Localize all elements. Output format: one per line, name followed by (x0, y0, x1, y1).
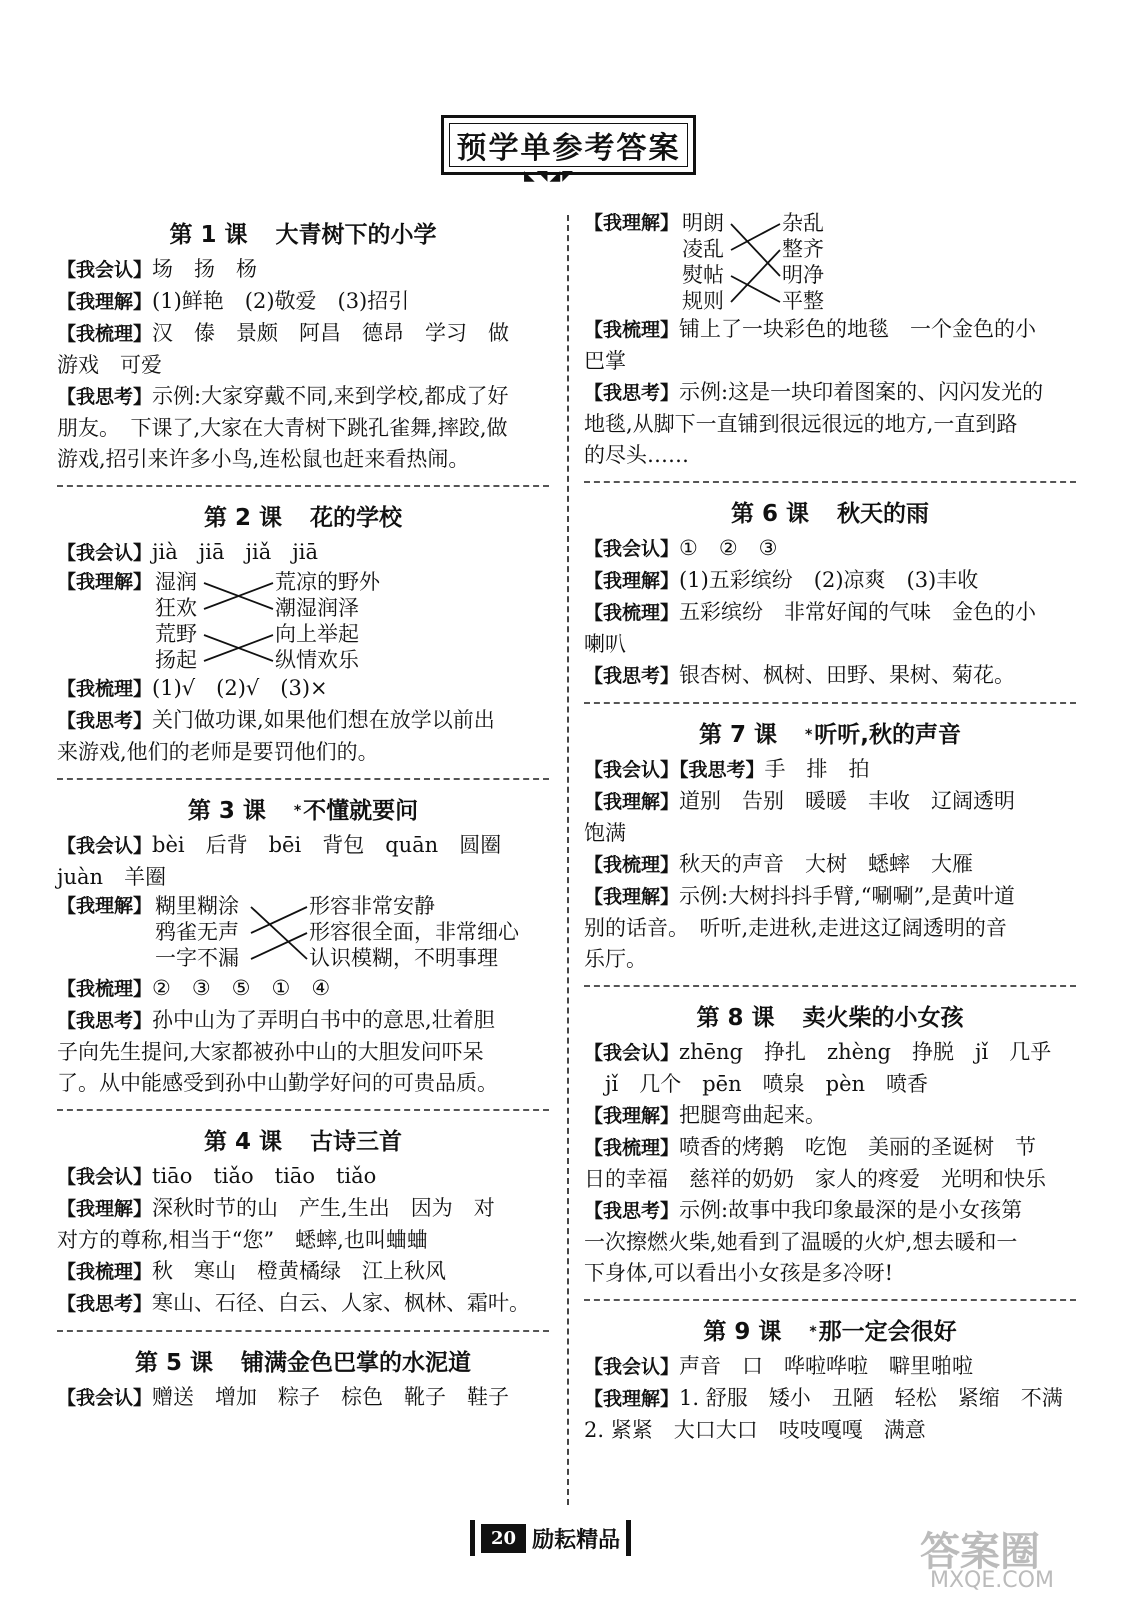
answer-text: 示例:这是一块印着图案的、闪闪发光的 (679, 380, 1044, 404)
footer-bar (470, 1520, 475, 1556)
section-tag: 【我会认】 (584, 538, 680, 560)
answer-line (57, 830, 549, 862)
answer-text: 下身体,可以看出小女孩是多冷呀! (584, 1261, 894, 1285)
answer-line (57, 1288, 549, 1320)
answer-text: 喷香的烤鹅 吃饱 美丽的圣诞树 节 (679, 1135, 1037, 1159)
answer-text: 银杏树、枫树、田野、果树、菊花。 (679, 663, 1016, 687)
lesson-number: 第 9 课 (703, 1319, 782, 1345)
answer-line (584, 786, 1076, 818)
title-decoration: ◣◥◢◤ (524, 168, 576, 184)
match-left-word: 荒野 (155, 622, 197, 646)
answer-line (584, 1132, 1076, 1164)
section-tag: 【我理解】 (584, 570, 680, 592)
match-lines (57, 569, 549, 673)
page-title-box (441, 115, 696, 175)
answer-line (584, 314, 1076, 346)
match-right-word: 认识模糊，不明事理 (309, 946, 498, 970)
match-left-word: 规则 (682, 289, 724, 313)
answer-text: 秋 寒山 橙黄橘绿 江上秋风 (152, 1259, 447, 1283)
lesson-name: 秋天的雨 (837, 501, 930, 527)
lesson-5-continued (584, 210, 1076, 471)
section-tag: 【我理解】 (584, 1388, 680, 1410)
answer-line (584, 565, 1076, 597)
answer-text: 寒山、石径、白云、人家、枫林、霜叶。 (152, 1291, 531, 1315)
section-tag: 【我思考】 (57, 1293, 153, 1315)
section-tag: 【我会认】 (57, 542, 153, 564)
section-separator (584, 1299, 1076, 1301)
answer-text: 秋天的声音 大树 蟋蟀 大雁 (679, 852, 974, 876)
answer-text: juàn 羊圈 (57, 865, 167, 889)
answer-line (57, 350, 549, 381)
answer-line (584, 1383, 1076, 1415)
answer-text: (1)五彩缤纷 (2)凉爽 (3)丰收 (679, 568, 979, 592)
answer-line (57, 1068, 549, 1099)
answer-text: 来游戏,他们的老师是要罚他们的。 (57, 740, 379, 764)
match-lines (584, 210, 1076, 314)
answer-line (584, 1351, 1076, 1383)
answer-text: 把腿弯曲起来。 (679, 1103, 827, 1127)
answer-text: 一次擦燃火柴,她看到了温暖的火炉,想去暖和一 (584, 1230, 1018, 1254)
section-tag: 【我思考】 (57, 710, 153, 732)
answer-text: 关门做功课,如果他们想在放学以前出 (152, 708, 495, 732)
section-tag: 【我理解】 (584, 791, 680, 813)
section-tag: 【我会认】 (57, 259, 153, 281)
answer-line (584, 1069, 1076, 1100)
answer-line (584, 409, 1076, 440)
lesson-4-body (57, 1161, 549, 1320)
section-tag: 【我理解】 (57, 1198, 153, 1220)
section-tag: 【我理解】 (584, 212, 680, 234)
page-title: 预学单参考答案 (449, 123, 688, 167)
answer-line (584, 597, 1076, 629)
answer-text: 喇叭 (584, 632, 626, 656)
match-line (731, 276, 780, 302)
section-tag: 【我理解】 (584, 1105, 680, 1127)
answer-line (584, 377, 1076, 409)
answer-text: (1)鲜艳 (2)敬爱 (3)招引 (152, 289, 410, 313)
page-number: 20 (481, 1524, 526, 1553)
section-separator (57, 1330, 549, 1332)
match-right-word: 形容非常安静 (309, 894, 435, 918)
watermark-url: MXQE.COM (930, 1568, 1054, 1593)
right-column (584, 210, 1076, 1446)
lesson-7-body (584, 754, 1076, 975)
answer-text: jià jiā jiǎ jiā (152, 540, 319, 564)
left-column (57, 210, 549, 1414)
star-mark: * (804, 727, 813, 743)
answer-line (57, 862, 549, 893)
answer-text: 赠送 增加 粽子 棕色 靴子 鞋子 (152, 1385, 510, 1409)
answer-text: bèi 后背 bēi 背包 quān 圆圈 (152, 833, 502, 857)
section-separator (57, 778, 549, 780)
lesson-3-body (57, 830, 549, 1099)
match-lines (57, 893, 549, 973)
answer-line (584, 1037, 1076, 1069)
answer-text: 五彩缤纷 非常好闻的气味 金色的小 (679, 600, 1037, 624)
match-left-word: 鸦雀无声 (155, 920, 239, 944)
match-left-word: 糊里糊涂 (155, 894, 239, 918)
lesson-number: 第 8 课 (696, 1005, 775, 1031)
section-tag: 【我理解】 (584, 886, 680, 908)
answer-text: 别的话音。 听听,走进秋,走进这辽阔透明的音 (584, 916, 1007, 940)
section-tag: 【我梳理】 (584, 319, 680, 341)
answer-line (57, 381, 549, 413)
section-tag: 【我会认】 (57, 835, 153, 857)
answer-text: (1)√ (2)√ (3)× (152, 676, 328, 700)
match-left-word: 凌乱 (682, 237, 724, 261)
section-tag: 【我理解】 (57, 895, 153, 917)
match-line (251, 933, 307, 959)
lesson-name: 铺满金色巴掌的水泥道 (241, 1350, 472, 1376)
lesson-2-title (57, 501, 549, 535)
watermark-logo: 答案圈 (920, 1529, 1040, 1575)
section-tag: 【我会认】 (57, 1387, 153, 1409)
answer-line (57, 537, 549, 569)
section-tag: 【我梳理】 (57, 323, 153, 345)
section-separator (584, 702, 1076, 704)
answer-text: 手 排 拍 (764, 757, 870, 781)
lesson-number: 第 3 课 (187, 798, 266, 824)
match-left-word: 明朗 (682, 211, 724, 235)
answer-line (584, 1415, 1076, 1446)
answer-text: 示例:大树抖抖手臂,“唰唰”,是黄叶道 (679, 884, 1015, 908)
match-line (731, 224, 780, 250)
match-line (731, 224, 780, 276)
match-right-word: 杂乱 (782, 211, 824, 235)
answer-line (584, 818, 1076, 849)
answer-line (57, 254, 549, 286)
lesson-number: 第 1 课 (169, 222, 248, 248)
section-tag: 【我思考】 (584, 665, 680, 687)
answer-line (57, 1161, 549, 1193)
lesson-6-body (584, 533, 1076, 692)
answer-line (584, 944, 1076, 975)
answer-line (57, 1256, 549, 1288)
section-tag: 【我梳理】 (584, 602, 680, 624)
answer-line (584, 440, 1076, 471)
answer-text: 游戏,招引来许多小鸟,连松鼠也赶来看热闹。 (57, 447, 470, 471)
answer-text: 汉 傣 景颇 阿昌 德昂 学习 做 (152, 321, 510, 345)
answer-text: jǐ 几个 pēn 喷泉 pèn 喷香 (584, 1072, 929, 1096)
lesson-8-body (584, 1037, 1076, 1289)
answer-line (584, 660, 1076, 692)
answer-line (57, 444, 549, 475)
lesson-4-title (57, 1125, 549, 1159)
section-tag: 【我梳理】 (584, 854, 680, 876)
answer-text: 的尽头…… (584, 443, 689, 467)
section-separator (57, 485, 549, 487)
matching-exercise (57, 893, 549, 973)
match-right-word: 明净 (782, 263, 824, 287)
answer-line (57, 1382, 549, 1414)
answer-text: 对方的尊称,相当于“您” 蟋蟀,也叫蛐蛐 (57, 1228, 428, 1252)
lesson-9-body (584, 1351, 1076, 1446)
answer-text: 孙中山为了弄明白书中的意思,壮着胆 (152, 1008, 495, 1032)
match-left-word: 湿润 (155, 570, 197, 594)
section-tag: 【我思考】 (57, 386, 153, 408)
answer-line (584, 1227, 1076, 1258)
answer-text: 巴掌 (584, 349, 626, 373)
answer-text: 1. 舒服 矮小 丑陋 轻松 紧缩 不满 (679, 1386, 1063, 1410)
section-tag: 【我会认】 (57, 1166, 153, 1188)
answer-line (57, 673, 549, 705)
match-left-word: 狂欢 (155, 596, 197, 620)
match-right-word: 潮湿润泽 (275, 596, 359, 620)
match-left-word: 一字不漏 (155, 946, 239, 970)
section-separator (57, 1109, 549, 1111)
answer-text: 了。从中能感受到孙中山勤学好问的可贵品质。 (57, 1071, 498, 1095)
footer-bar (626, 1520, 631, 1556)
answer-text: 地毯,从脚下一直铺到很远很远的地方,一直到路 (584, 412, 1018, 436)
lesson-name: 卖火柴的小女孩 (802, 1005, 964, 1031)
answer-line (57, 1037, 549, 1068)
brand-name: 励耘精品 (532, 1527, 621, 1553)
section-tag: 【我思考】 (584, 382, 680, 404)
answer-text: 铺上了一块彩色的地毯 一个金色的小 (679, 317, 1037, 341)
section-tag: 【我梳理】 (57, 1261, 153, 1283)
answer-line (57, 737, 549, 768)
answer-line (57, 705, 549, 737)
column-divider (567, 215, 569, 1505)
answer-text: 2. 紧紧 大口大口 吱吱嘎嘎 满意 (584, 1418, 926, 1442)
answer-line (584, 1258, 1076, 1289)
answer-text: 道别 告别 暖暖 丰收 辽阔透明 (679, 789, 1016, 813)
section-tag: 【我会认】【我思考】 (584, 759, 765, 781)
lesson-1-title (57, 218, 549, 252)
answer-text: 饱满 (584, 821, 626, 845)
match-right-word: 整齐 (782, 237, 824, 261)
section-tag: 【我梳理】 (57, 678, 153, 700)
section-tag: 【我理解】 (57, 571, 153, 593)
answer-text: 深秋时节的山 产生,生出 因为 对 (152, 1196, 495, 1220)
answer-line (57, 286, 549, 318)
answer-text: 乐厅。 (584, 947, 647, 971)
match-right-word: 荒凉的野外 (275, 570, 380, 594)
star-mark: * (293, 803, 302, 819)
answer-text: ② ③ ⑤ ① ④ (152, 976, 331, 1000)
answer-line (584, 849, 1076, 881)
matching-exercise (584, 210, 1076, 314)
answer-line (584, 754, 1076, 786)
lesson-number: 第 7 课 (698, 722, 777, 748)
answer-text: zhēng 挣扎 zhèng 挣脱 jǐ 几乎 (679, 1040, 1052, 1064)
star-mark: * (809, 1324, 817, 1340)
section-separator (584, 481, 1076, 483)
section-tag: 【我思考】 (584, 1200, 680, 1222)
answer-line (57, 413, 549, 444)
answer-line (584, 913, 1076, 944)
lesson-name: 花的学校 (310, 505, 403, 531)
section-tag: 【我理解】 (57, 291, 153, 313)
section-tag: 【我会认】 (584, 1042, 680, 1064)
answer-text: 日的幸福 慈祥的奶奶 家人的疼爱 光明和快乐 (584, 1167, 1046, 1191)
answer-line (584, 1100, 1076, 1132)
answer-text: 示例:大家穿戴不同,来到学校,都成了好 (152, 384, 509, 408)
lesson-5-title (57, 1346, 549, 1380)
matching-exercise (57, 569, 549, 673)
answer-line (57, 1193, 549, 1225)
lesson-number: 第 6 课 (730, 501, 810, 527)
match-line (731, 250, 780, 302)
lesson-7-title (584, 718, 1076, 752)
lesson-number: 第 5 课 (134, 1350, 214, 1376)
lesson-3-title (57, 794, 549, 828)
match-right-word: 向上举起 (275, 622, 359, 646)
lesson-name: 古诗三首 (310, 1129, 403, 1155)
answer-line (57, 1225, 549, 1256)
match-right-word: 纵情欢乐 (275, 648, 359, 672)
lesson-2-body (57, 537, 549, 768)
lesson-6-title (584, 497, 1076, 531)
answer-text: 场 扬 杨 (152, 257, 258, 281)
lesson-number: 第 4 课 (203, 1129, 283, 1155)
match-left-word: 熨帖 (682, 263, 724, 287)
answer-line (57, 973, 549, 1005)
lesson-number: 第 2 课 (203, 505, 283, 531)
answer-text: 子向先生提问,大家都被孙中山的大胆发问吓呆 (57, 1040, 484, 1064)
section-tag: 【我思考】 (57, 1010, 153, 1032)
answer-line (584, 1164, 1076, 1195)
page-footer (470, 1520, 631, 1556)
section-tag: 【我梳理】 (584, 1137, 680, 1159)
section-tag: 【我梳理】 (57, 978, 153, 1000)
answer-line (584, 629, 1076, 660)
answer-text: 朋友。 下课了,大家在大青树下跳孔雀舞,摔跤,做 (57, 416, 508, 440)
answer-line (584, 346, 1076, 377)
answer-text: 声音 口 哗啦哗啦 噼里啪啦 (679, 1354, 974, 1378)
match-line (251, 907, 307, 933)
lesson-name: 听听,秋的声音 (814, 722, 962, 748)
section-tag: 【我会认】 (584, 1356, 680, 1378)
match-right-word: 平整 (782, 289, 824, 313)
section-separator (584, 985, 1076, 987)
lesson-5-body (57, 1382, 549, 1414)
answer-line (57, 318, 549, 350)
lesson-1-body (57, 254, 549, 475)
answer-line (584, 533, 1076, 565)
lesson-name: 那一定会很好 (818, 1319, 957, 1345)
match-left-word: 扬起 (155, 648, 197, 672)
answer-text: tiāo tiǎo tiāo tiǎo (152, 1164, 377, 1188)
answer-line (584, 881, 1076, 913)
match-line (251, 907, 307, 959)
answer-line (584, 1195, 1076, 1227)
answer-text: ① ② ③ (679, 536, 778, 560)
lesson-8-title (584, 1001, 1076, 1035)
lesson-name: 大青树下的小学 (275, 222, 437, 248)
answer-text: 示例:故事中我印象最深的是小女孩第 (679, 1198, 1023, 1222)
lesson-name: 不懂就要问 (303, 798, 419, 824)
lesson-9-title (584, 1315, 1076, 1349)
match-right-word: 形容很全面，非常细心 (309, 920, 519, 944)
answer-line (57, 1005, 549, 1037)
answer-text: 游戏 可爱 (57, 353, 162, 377)
